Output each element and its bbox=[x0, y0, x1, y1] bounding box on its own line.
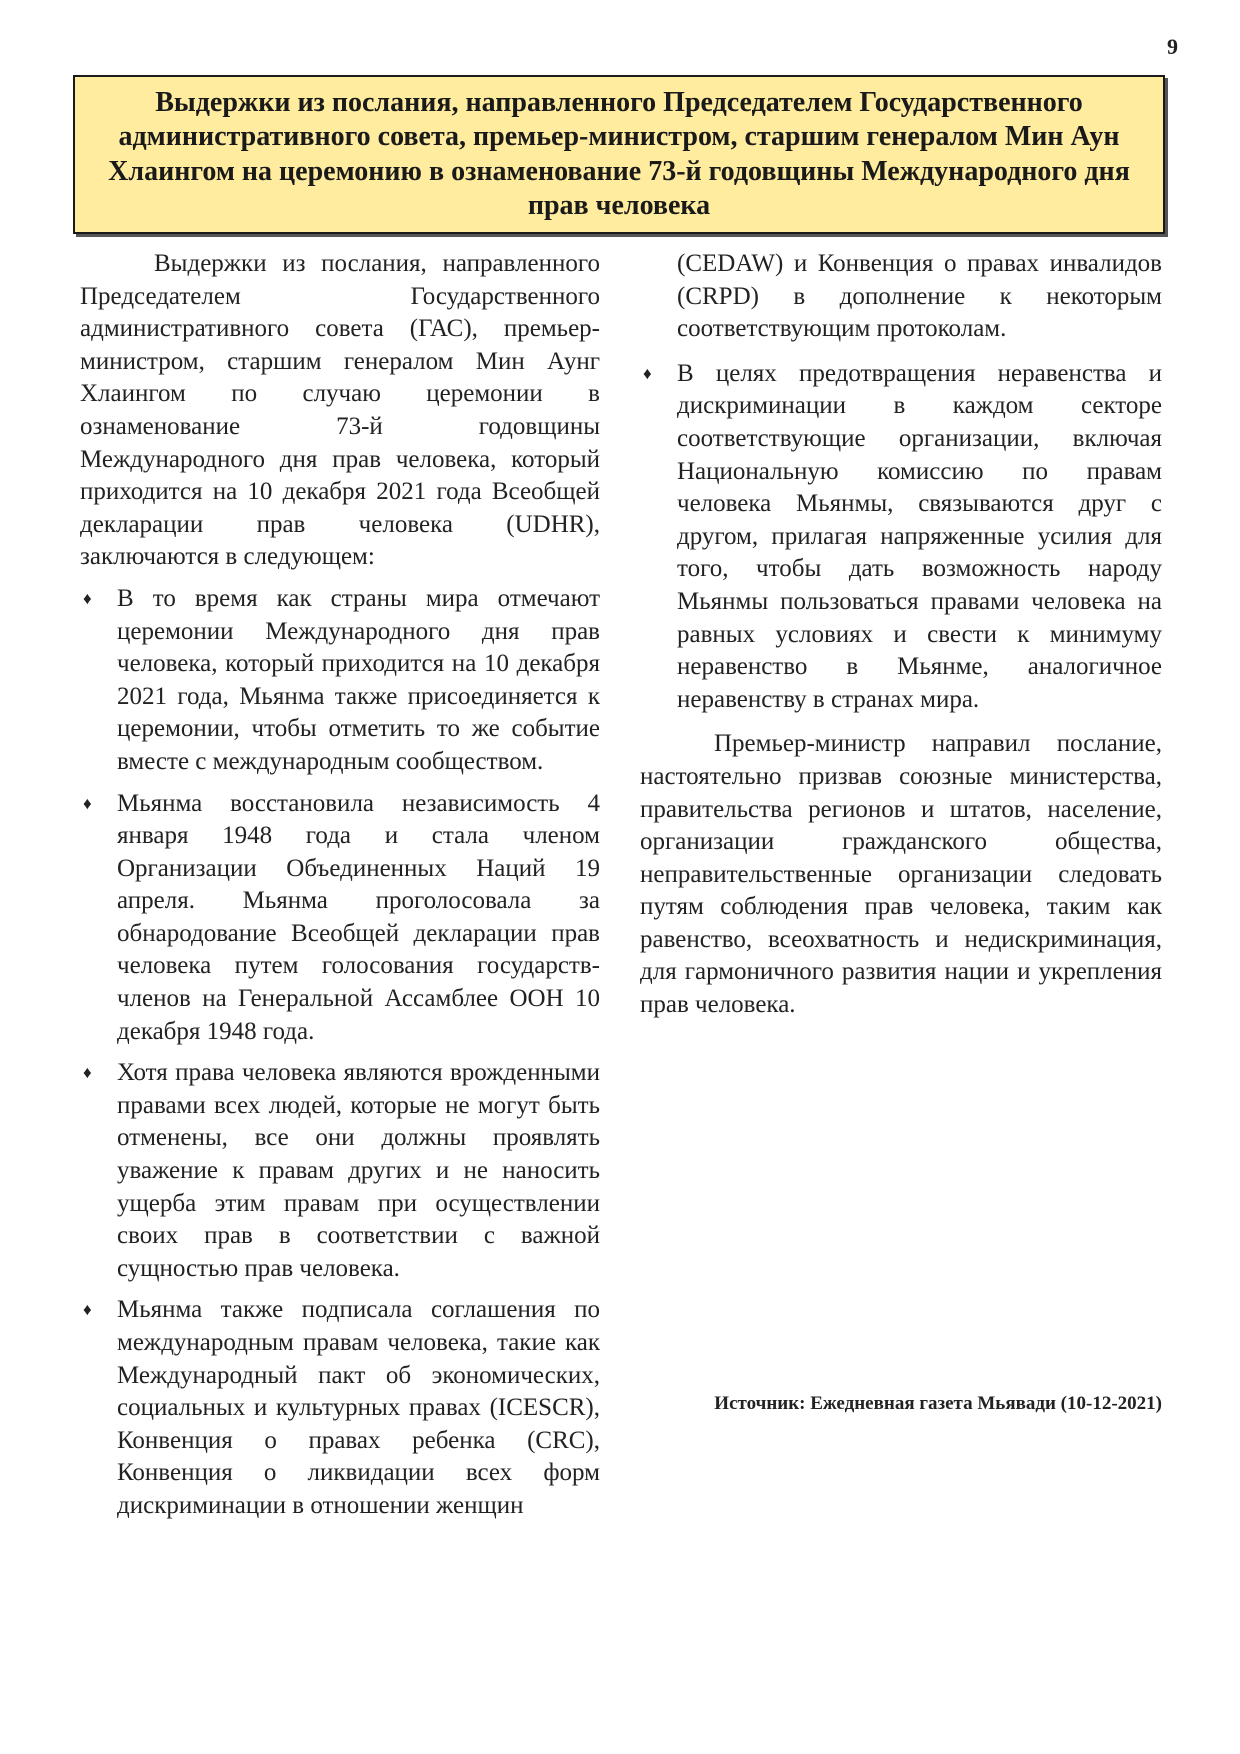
bullet-text: В целях предотвращения неравенства и дискриминации в каждом секторе соответствующие организации, включая Национальную комиссию по правам человека Мьянмы, связываются друг с другом, прилагая напряженные усилия для того, чтобы дать возможность народу Мьянмы пользоваться правами человека на равных условиях и свести к минимуму неравенство в Мьянме, аналогичное неравенству в странах мира. bbox=[677, 359, 1162, 713]
page-number: 9 bbox=[1167, 34, 1178, 59]
right-column bbox=[640, 248, 1162, 1022]
continued-bullet bbox=[640, 248, 1162, 346]
bullet-list-left bbox=[80, 583, 600, 1523]
bullet-text: Мьянма также подписала соглашения по международным правам человека, такие как Международный пакт об экономических, социальных и культурных правах (ICESCR), Конвенция о правах ребенка (CRC), Конвенция о ликвидации всех форм дискриминации в отношении женщин bbox=[117, 1296, 600, 1519]
source-citation: Источник: Ежедневная газета Мьявади (10-12-2021) bbox=[714, 1393, 1162, 1414]
diamond-bullet-icon: ♦ bbox=[83, 588, 92, 608]
diamond-bullet-icon: ♦ bbox=[643, 363, 652, 383]
closing-paragraph: Премьер-министр направил послание, настоятельно призвав союзные министерства, правительства регионов и штатов, население, организации гражданского общества, неправительственные организации следовать путям соблюдения прав человека, таким как равенство, всеохватность и недискриминация, для гармоничного развития нации и укрепления прав человека. bbox=[640, 730, 1162, 1019]
diamond-bullet-icon: ♦ bbox=[83, 793, 92, 813]
left-column bbox=[80, 248, 600, 1523]
diamond-bullet-icon: ♦ bbox=[83, 1063, 92, 1083]
list-item bbox=[80, 583, 600, 779]
bullet-text: В то время как страны мира отмечают церемонии Международного дня прав человека, который приходится на 10 декабря 2021 года, Мьянма также присоединяется к церемонии, чтобы отметить то же событие вместе с международным сообществом. bbox=[117, 584, 600, 775]
intro-paragraph: Выдержки из послания, направленного Председателем Государственного административного совета (ГАС), премьер-министром, старшим генералом Мин Аунг Хлаингом по случаю церемонии в ознаменование 73-й годовщины Международного дня прав человека, который приходится на 10 декабря 2021 года Всеобщей декларации прав человека (UDHR), заключаются в следующем: bbox=[80, 250, 600, 571]
list-item bbox=[640, 358, 1162, 717]
list-item bbox=[80, 788, 600, 1049]
bullet-text: Хотя права человека являются врожденными правами всех людей, которые не могут быть отменены, все они должны проявлять уважение к правам других и не наносить ущерба этим правам при осуществлении своих прав в соответствии с важной сущностью прав человека. bbox=[117, 1059, 600, 1282]
continuation-text: (CEDAW) и Конвенция о правах инвалидов (CRPD) в дополнение к некоторым соответствующим протоколам. bbox=[677, 250, 1162, 343]
list-item bbox=[80, 1057, 600, 1285]
list-item bbox=[80, 1294, 600, 1522]
bullet-list-right bbox=[640, 358, 1162, 717]
bullet-text: Мьянма восстановила независимость 4 января 1948 года и стала членом Организации Объединенных Наций 19 апреля. Мьянма проголосовала за обнародование Всеобщей декларации прав человека путем голосования государств-членов на Генеральной Ассамблее ООН 10 декабря 1948 года. bbox=[117, 789, 600, 1045]
article-title: Выдержки из послания, направленного Председателем Государственного административного совета, премьер-министром, старшим генералом Мин Аун Хлаингом на церемонию в ознаменование 73-й годовщины Международного дня прав человека bbox=[108, 86, 1130, 221]
diamond-bullet-icon: ♦ bbox=[83, 1300, 92, 1320]
title-box bbox=[73, 75, 1165, 234]
